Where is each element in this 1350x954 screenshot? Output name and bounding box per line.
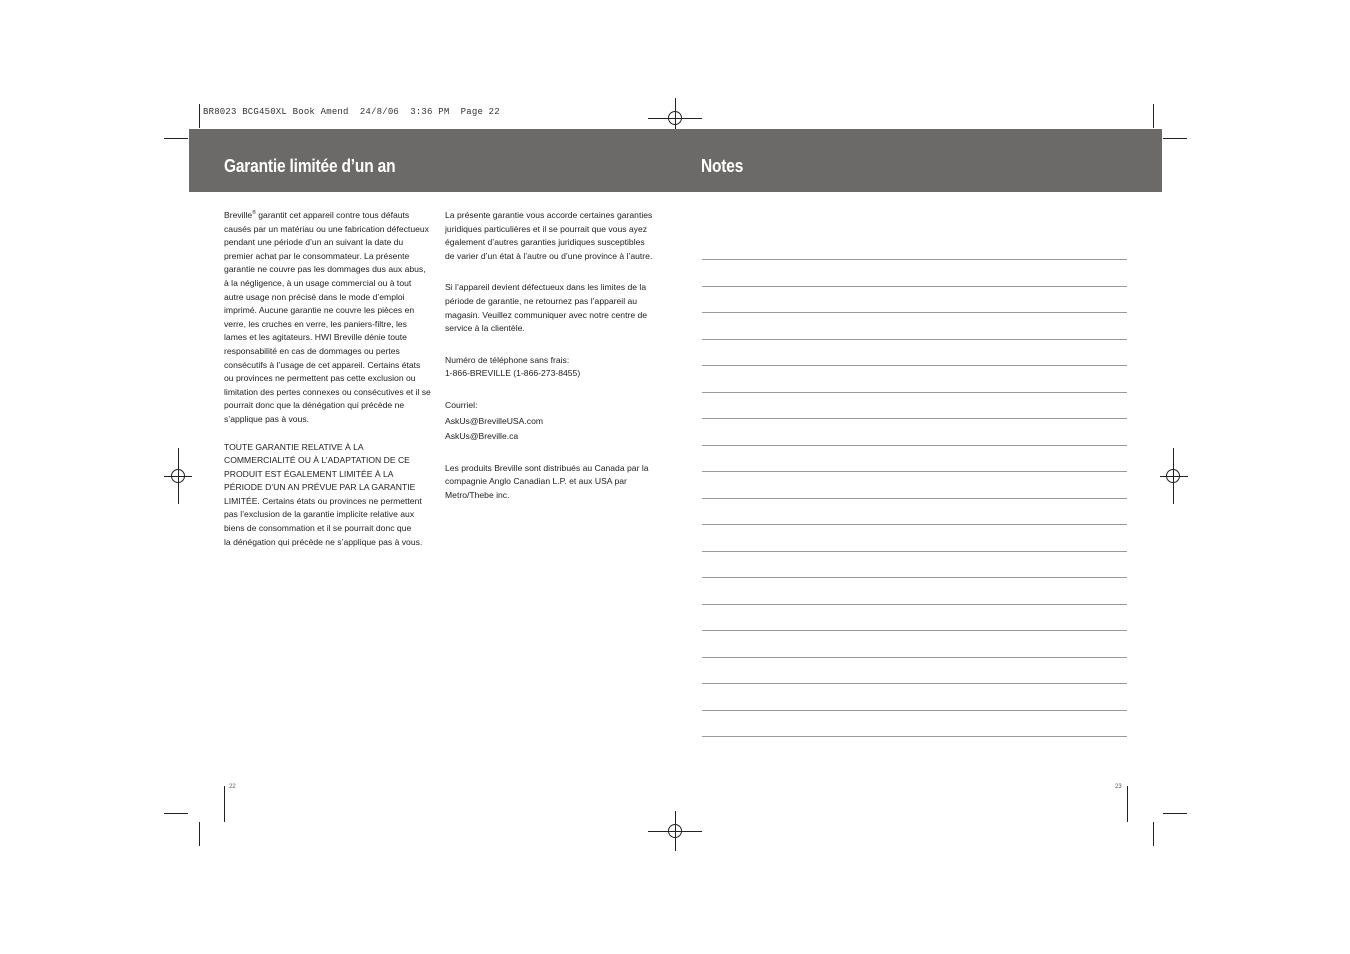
note-line [702, 445, 1127, 446]
warranty-column-1 [224, 209, 432, 549]
email-usa: AskUs@BrevilleUSA.com [445, 415, 544, 426]
page-number-right: 23 [1115, 784, 1122, 790]
warranty-paragraph-3: La présente garantie vous accorde certaines garanties juridiques particulières et il se pourrait que vous ayez également d’autres garanties juridiques susceptibles de varier d’un état à l’autre ou d’une province à l’autre. [445, 210, 653, 261]
note-line [702, 259, 1127, 260]
warranty-paragraph-2-end: la dénégation qui précède ne s’applique pas à vous. [224, 536, 423, 547]
note-line [702, 392, 1127, 393]
crop-mark-bl-v [199, 822, 200, 846]
email-canada: AskUs@Breville.ca [445, 431, 519, 442]
note-line [702, 498, 1127, 499]
warranty-paragraph-1-text: garantit cet appareil contre tous défauts causés par un matériau ou une fabrication défectueux pendant une période d’un an suivant la date du premier achat par le consommateur. La présente garantie ne couvre pas les dommages dus aux abus, à la négligence, à un usage commercial ou à tout autre usage non précisé dans le mode d’emploi imprimé. Aucune garantie ne couvre les pièces en verre, les cruches en verre, les paniers-filtre, les lames et les agitateurs. HWI Breville dénie toute responsabilité en cas de dommages ou pertes consécutifs à l’usage de cet appareil. Certains états ou provinces ne permettent pas cette exclusion ou limitation des pertes connexes ou consécutives et il se pourrait donc que la dénégation qui précède ne s’applique pas à vous. [224, 210, 431, 424]
note-line [702, 630, 1127, 631]
crop-mark-tl-h [164, 138, 188, 139]
crop-mark-tr-h [1163, 138, 1187, 139]
registered-mark: ® [252, 210, 256, 217]
distribution-paragraph: Les produits Breville sont distribués au Canada par la compagnie Anglo Canadian L.P. et aux USA par Metro/Thebe inc. [445, 462, 649, 500]
warranty-paragraph-2: TOUTE GARANTIE RELATIVE À LA COMMERCIALITÉ OU À L’ADAPTATION DE CE PRODUIT EST ÉGALEMENT LIMITÉE À LA PÉRIODE D’UN AN PRÉVUE PAR LA GARANTIE LIMITÉE. Certains états ou provinces ne permettent pas l’exclusion de la garantie implicite relative aux biens de consommation et il se pourrait donc que [224, 441, 422, 534]
note-line [702, 736, 1127, 737]
note-line [702, 657, 1127, 658]
phone-label: Numéro de téléphone sans frais: [445, 354, 570, 365]
note-line [702, 524, 1127, 525]
note-line [702, 286, 1127, 287]
print-slug: BR8023 BCG450XL Book Amend 24/8/06 3:36 PM Page 22 [203, 107, 500, 117]
note-line [702, 418, 1127, 419]
page-title-warranty: Garantie limitée d’un an [224, 156, 396, 176]
crop-mark-bl-h [164, 813, 188, 814]
crop-mark-br-v [1153, 822, 1154, 846]
trim-mark-right [1127, 786, 1128, 822]
note-line [702, 339, 1127, 340]
note-line [702, 577, 1127, 578]
note-line [702, 365, 1127, 366]
crop-mark-br-h [1163, 813, 1187, 814]
trim-mark-left [224, 786, 225, 822]
warranty-column-2 [445, 209, 653, 503]
warranty-paragraph-1 [224, 209, 432, 427]
note-line [702, 471, 1127, 472]
note-line [702, 710, 1127, 711]
crop-mark-tl-v [199, 104, 200, 128]
note-line [702, 551, 1127, 552]
warranty-paragraph-4: Si l’appareil devient défectueux dans les limites de la période de garantie, ne retournez pas l’appareil au magasin. Veuillez communiquer avec notre centre de service à la clientèle. [445, 282, 648, 334]
page-number-left: 22 [229, 784, 236, 790]
phone-number: 1-866-BREVILLE (1-866-273-8455) [445, 368, 581, 379]
email-label: Courriel: [445, 399, 478, 410]
notes-lines [702, 259, 1127, 763]
note-line [702, 604, 1127, 605]
note-line [702, 312, 1127, 313]
crop-mark-tr-v [1153, 104, 1154, 128]
note-line [702, 683, 1127, 684]
brand-name: Breville [224, 210, 253, 220]
page-title-notes: Notes [701, 156, 744, 176]
